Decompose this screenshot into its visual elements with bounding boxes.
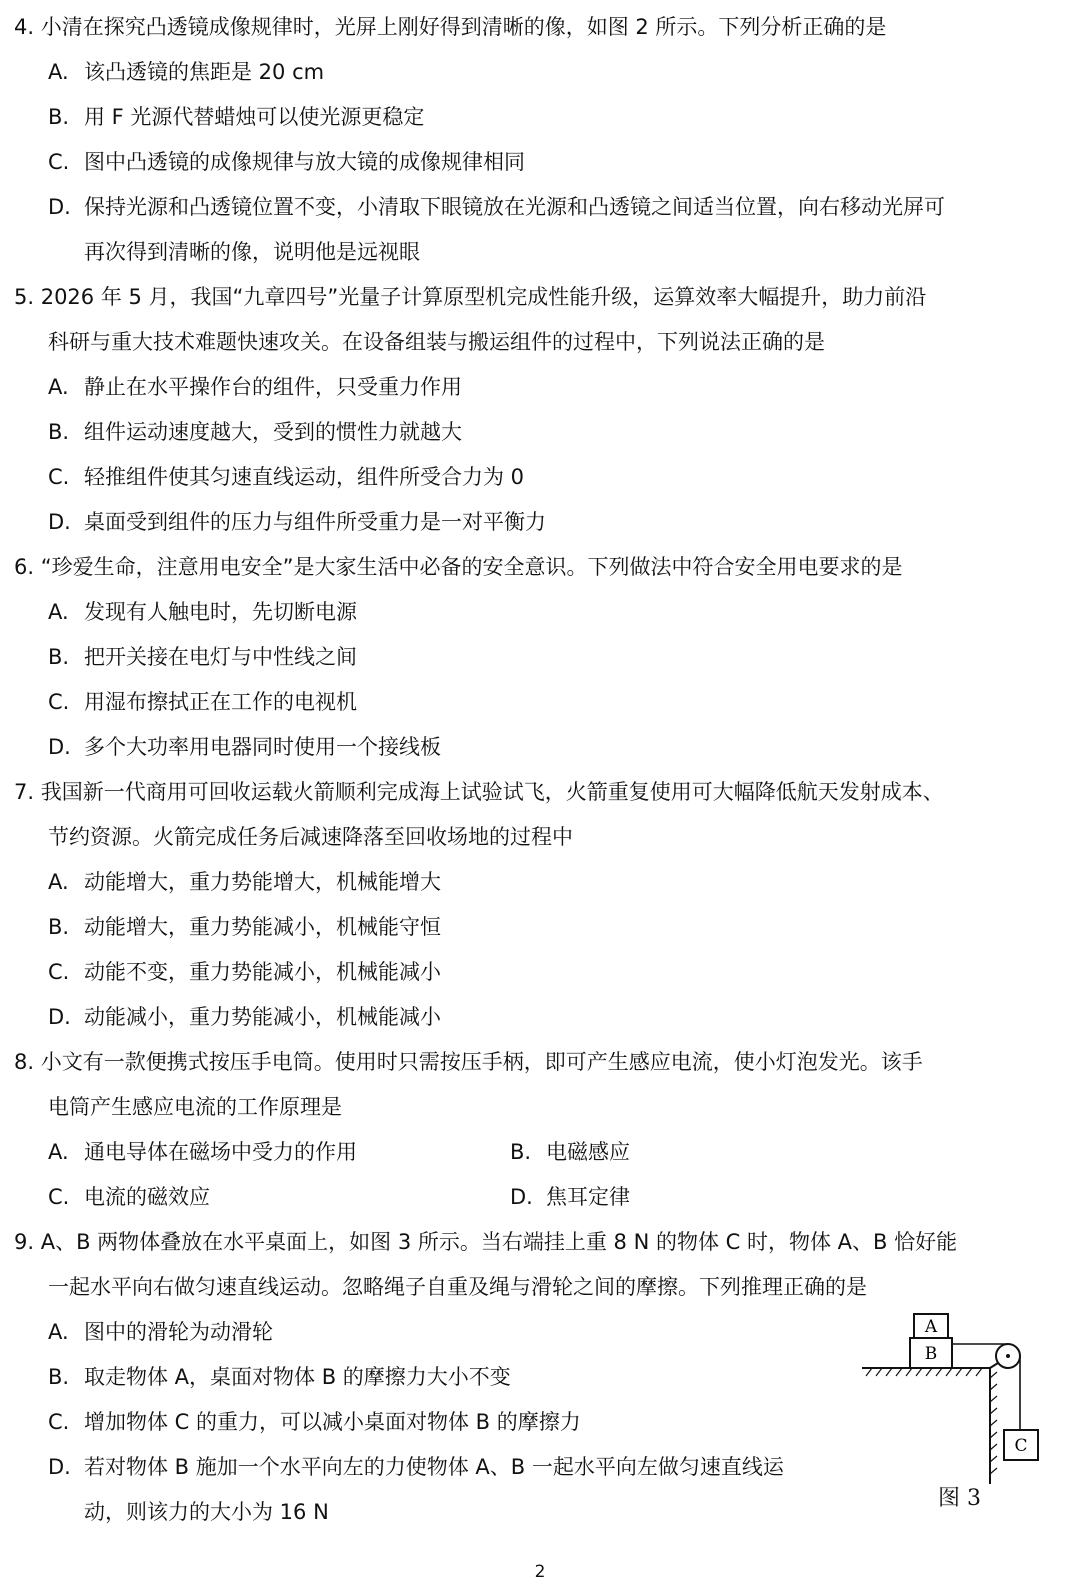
- figure-3-diagram: [860, 1306, 1060, 1486]
- exam-page: 4. 小清在探究凸透镜成像规律时，光屏上刚好得到清晰的像，如图 2 所示。下列分析正确的是 A. 该凸透镜的焦距是 20 cm B. 用 F 光源代替蜡烛可以使光源更稳定 C. 图中凸透镜的成像规律与放大镜的成像规律相同 D. 保持光源和凸透镜位置不变，小清取下眼镜放在光源和凸透镜之间适当位置，向右移动光屏可 再次得到清晰的像，说明他是远视眼 5. 2026 年 5 月，我国“九章四号”光量子计算原型机完成性能升级，运算效率大幅提升，助力前沿 科研与重大技术难题快速攻关。在设备组装与搬运组件的过程中，下列说法正确的是 A. 静止在水平操作台的组件，只受重力作用 B. 组件运动速度越大，受到的惯性力就越大 C. 轻推组件使其匀速直线运动，组件所受合力为 0 D. 桌面受到组件的压力与组件所受重力是一对平衡力 6. “珍爱生命，注意用电安全”是大家生活中必备的安全意识。下列做法中符合安全用电要求的是 A. 发现有人触电时，先切断电源 B. 把开关接在电灯与中性线之间 C. 用湿布擦拭正在工作的电视机 D. 多个大功率用电器同时使用一个接线板 7. 我国新一代商用可回收运载火箭顺利完成海上试验试飞，火箭重复使用可大幅降低航天发射成本、 节约资源。火箭完成任务后减速降落至回收场地的过程中 A. 动能增大，重力势能增大，机械能增大 B. 动能增大，重力势能减小，机械能守恒 C. 动能不变，重力势能减小，机械能减小 D. 动能减小，重力势能减小，机械能减小 8. 小文有一款便携式按压手电筒。使用时只需按压手柄，即可产生感应电流，使小灯泡发光。该手 电筒产生感应电流的工作原理是 A. 通电导体在磁场中受力的作用 B. 电磁感应 C. 电流的磁效应 D. 焦耳定律 9. A、B 两物体叠放在水平桌面上，如图 3 所示。当右端挂上重 8 N 的物体 C 时，物体 A、B 恰好能 一起水平向右做匀速直线运动。忽略绳子自重及绳与滑轮之间的摩擦。下列推理正确的是 A. 图中的滑轮为动滑轮 B. 取走物体 A，桌面对物体 B 的摩擦力大小不变 C. 增加物体 C 的重力，可以减小桌面对物体 B 的摩擦力 D. 若对物体 B 施加一个水平向左的力使物体 A、B 一起水平向左做匀速直线运 动，则该力的大小为 16 N B A C 图 3 2: [0, 0, 1080, 1596]
- q8-option-d: 焦耳定律: [546, 1185, 630, 1209]
- pulley-axle: [1006, 1354, 1010, 1358]
- q8-option-b: 电磁感应: [546, 1140, 630, 1164]
- block-b-label: B: [924, 1344, 938, 1364]
- figure-3-caption: 图 3: [938, 1486, 981, 1511]
- q8-option-b-label: B.: [510, 1140, 532, 1164]
- q8-option-c: 电流的磁效应: [84, 1185, 210, 1209]
- edge-hatching: [990, 1372, 997, 1474]
- block-a-label: A: [924, 1317, 938, 1337]
- page-number: 2: [534, 1562, 546, 1582]
- q8-option-d-label: D.: [510, 1185, 533, 1209]
- block-c-label: C: [1014, 1436, 1028, 1456]
- q8-option-c-label: C.: [48, 1185, 70, 1209]
- figure-3: [860, 1306, 1060, 1542]
- q8-option-a-label: A.: [48, 1140, 69, 1164]
- q8-option-a: 通电导体在磁场中受力的作用: [84, 1140, 357, 1164]
- table-hatching: [866, 1368, 982, 1376]
